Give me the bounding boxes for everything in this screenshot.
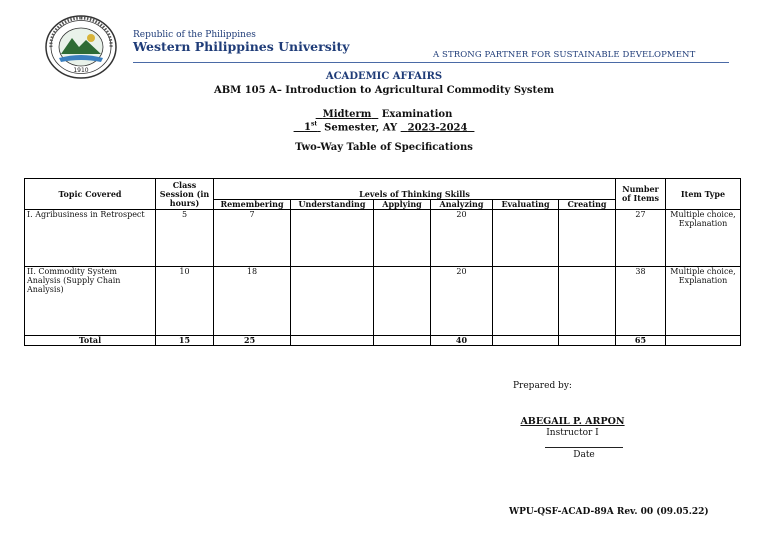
date-label: Date — [573, 450, 595, 460]
cell-analyzing: 20 — [431, 267, 493, 336]
header-applying: Applying — [374, 200, 431, 210]
svg-text:1910: 1910 — [73, 67, 89, 74]
republic-label: Republic of the Philippines — [133, 30, 256, 40]
form-code: WPU-QSF-ACAD-89A Rev. 00 (09.05.22) — [509, 507, 709, 517]
semester-line — [0, 121, 768, 133]
table-row — [25, 267, 741, 336]
cell-remembering: 7 — [214, 210, 291, 267]
total-session: 15 — [156, 336, 214, 346]
header-analyzing: Analyzing — [431, 200, 493, 210]
header-remembering: Remembering — [214, 200, 291, 210]
header-items: Number of Items — [616, 179, 666, 210]
cell-session: 5 — [156, 210, 214, 267]
header-topic: Topic Covered — [25, 179, 156, 210]
exam-term: Midterm — [322, 109, 372, 120]
cell-session: 10 — [156, 267, 214, 336]
cell-remembering: 18 — [214, 267, 291, 336]
total-creating — [559, 336, 616, 346]
cell-type: Multiple choice, Explanation — [666, 210, 741, 267]
total-applying — [374, 336, 431, 346]
university-tagline: A STRONG PARTNER FOR SUSTAINABLE DEVELOPMENT — [433, 50, 696, 60]
total-remembering: 25 — [214, 336, 291, 346]
semester-label: Semester, AY — [324, 122, 398, 134]
specifications-table — [24, 178, 741, 346]
cell-understanding — [291, 210, 374, 267]
total-evaluating — [493, 336, 559, 346]
course-title: ABM 105 A– Introduction to Agricultural Commodity System — [213, 85, 555, 96]
table-total-row — [25, 336, 741, 346]
header-understanding: Understanding — [291, 200, 374, 210]
header-creating: Creating — [559, 200, 616, 210]
cell-creating — [559, 210, 616, 267]
university-name: Western Philippines University — [133, 39, 350, 54]
cell-analyzing: 20 — [431, 210, 493, 267]
exam-label: Examination — [381, 109, 453, 120]
prepared-by-label: Prepared by: — [513, 381, 572, 391]
header-evaluating: Evaluating — [493, 200, 559, 210]
cell-understanding — [291, 267, 374, 336]
cell-topic: II. Commodity System Analysis (Supply Chain Analysis) — [25, 267, 156, 336]
table-row — [25, 210, 741, 267]
total-type — [666, 336, 741, 346]
cell-creating — [559, 267, 616, 336]
total-understanding — [291, 336, 374, 346]
signatory-name: ABEGAIL P. ARPON — [520, 416, 625, 427]
date-line — [545, 447, 623, 448]
total-items: 65 — [616, 336, 666, 346]
header-type: Item Type — [666, 179, 741, 210]
cell-type: Multiple choice, Explanation — [666, 267, 741, 336]
cell-topic: I. Agribusiness in Retrospect — [25, 210, 156, 267]
cell-applying — [374, 267, 431, 336]
cell-items: 38 — [616, 267, 666, 336]
cell-evaluating — [493, 267, 559, 336]
academic-year: 2023-2024 — [407, 122, 468, 134]
header-session: Class Session (in hours) — [156, 179, 214, 210]
table-header-row — [25, 179, 741, 200]
header-rule — [133, 62, 729, 63]
cell-items: 27 — [616, 210, 666, 267]
cell-evaluating — [493, 210, 559, 267]
total-label: Total — [25, 336, 156, 346]
total-analyzing: 40 — [431, 336, 493, 346]
semester-number: 1st — [304, 121, 318, 134]
exam-title — [0, 109, 768, 120]
table-title: Two-Way Table of Specifications — [295, 142, 473, 153]
office-title: ACADEMIC AFFAIRS — [325, 71, 443, 82]
cell-applying — [374, 210, 431, 267]
header-levels: Levels of Thinking Skills — [214, 179, 616, 200]
signatory-title: Instructor I — [546, 428, 599, 438]
